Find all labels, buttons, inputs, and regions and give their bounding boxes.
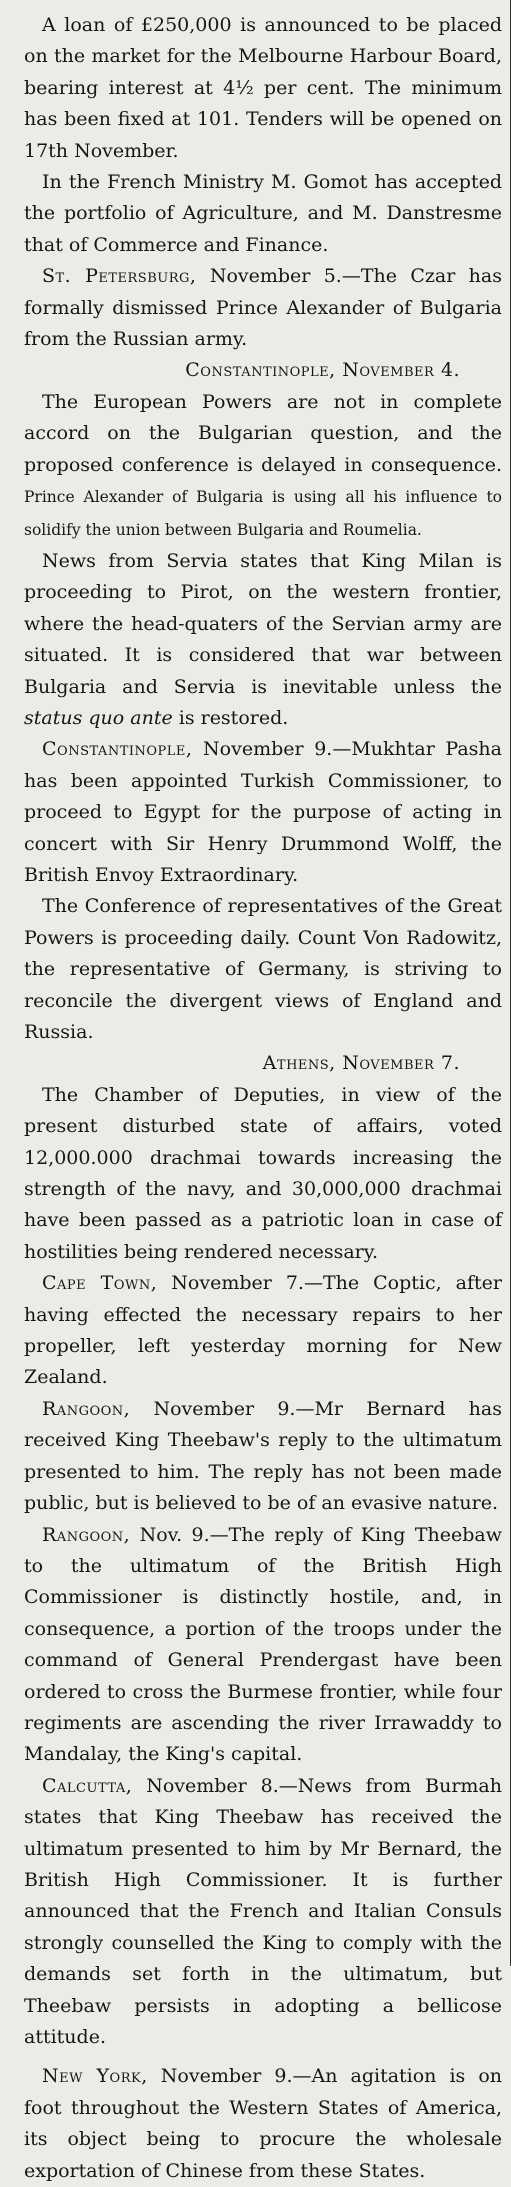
paragraph-rangoon-1 [24, 1394, 502, 1520]
paragraph-european-powers [24, 387, 502, 546]
dateline-place: Calcutta, [42, 1774, 133, 1797]
dateline-place: St. Petersburg, [42, 265, 197, 288]
paragraph-rangoon-2 [24, 1520, 502, 1771]
paragraph-text: November 8.—News from Burmah states that King Theebaw has received the ultimatum presented to him by Mr Bernard, the British High Commissioner. It is further announced that the French and Italian Consuls strongly counselled the King to comply with the demands set forth in the ultimatum, but Theebaw persists in adopting a bellicose attitude. [24, 1774, 502, 2048]
paragraph-st-petersburg [24, 261, 502, 355]
paragraph-text: November 5.—The Czar has formally dismissed Prince Alexander of Bulgaria from the Russian army. [24, 265, 503, 351]
paragraph-servia [24, 546, 502, 734]
paragraph-text-small: Prince Alexander of Bulgaria is using all his influence to solidify the union between Bulgaria and Roumelia. [24, 488, 502, 539]
paragraph-gap [24, 2053, 502, 2061]
paragraph-chamber-deputies: The Chamber of Deputies, in view of the present disturbed state of affairs, voted 12,000.000 drachmai towards increasing the strength of the navy, and 30,000,000 drachmai have been passed as a patriotic loan in case of hostilities being rendered necessary. [24, 1083, 502, 1263]
paragraph-text: News from Servia states that King Milan is proceeding to Pirot, on the western frontier, where the head-quaters of the Servian army are situated. It is considered that war between Bulgaria and Servia is inevitable unless the [24, 549, 502, 698]
dateline-place: Constantinople, [42, 738, 193, 761]
paragraph-text: November 9.—An agitation is on foot throughout the Western States of America, its object being to procure the wholesale exportation of Chinese from these States. [24, 2065, 502, 2182]
dateline-place: New York, [42, 2065, 148, 2088]
paragraph-text: November 9.—Mr Bernard has received King Theebaw's reply to the ultimatum presented to him. The reply has not been made public, but is believed to be of an evasive nature. [24, 1397, 502, 1515]
paragraph-text: Nov. 9.—The reply of King Theebaw to the ultimatum of the British High Commissioner is distinctly hostile, and, in consequence, a portion of the troops under the command of General Prendergast have been ordered to cross the Burmese frontier, while four regiments are ascending the river Irrawaddy to Mandalay, the King's capital. [24, 1523, 502, 1766]
paragraph-text: is restored. [172, 706, 289, 729]
paragraph-constantinople-nov9 [24, 734, 502, 891]
paragraph-cape-town [24, 1268, 502, 1394]
paragraph-text: November 9.—Mukhtar Pasha has been appointed Turkish Commissioner, to proceed to Egypt for the purpose of acting in concert with Sir Henry Drummond Wolff, the British Envoy Extraordinary. [24, 738, 502, 886]
dateline-constantinople-nov4: Constantinople, November 4. [185, 359, 460, 382]
paragraph-melbourne-loan: A loan of £250,000 is announced to be placed on the market for the Melbourne Harbour Board, bearing interest at 4½ per cent. The minimum has been fixed at 101. Tenders will be opened on 17th November. [24, 14, 502, 162]
dateline-place: Rangoon, [42, 1397, 131, 1420]
paragraph-new-york [24, 2061, 502, 2187]
paragraph-text: The European Powers are not in complete accord on the Bulgarian question, and the proposed conference is delayed in consequence. [24, 390, 502, 476]
italic-phrase: status quo ante [24, 706, 173, 729]
dateline-athens: Athens, November 7. [262, 1052, 460, 1075]
paragraph-text: November 7.—The Coptic, after having effected the necessary repairs to her propeller, left yesterday morning for New Zealand. [24, 1272, 502, 1389]
dateline-place: Rangoon, [42, 1523, 131, 1546]
dateline-place: Cape Town, [42, 1272, 158, 1295]
paragraph-calcutta [24, 1771, 502, 2054]
paragraph-french-ministry: In the French Ministry M. Gomot has accepted the portfolio of Agriculture, and M. Danstresme that of Commerce and Finance. [24, 171, 502, 256]
paragraph-conference: The Conference of representatives of the Great Powers is proceeding daily. Count Von Radowitz, the representative of Germany, is striving to reconcile the divergent views of England and Russia. [24, 895, 502, 1043]
